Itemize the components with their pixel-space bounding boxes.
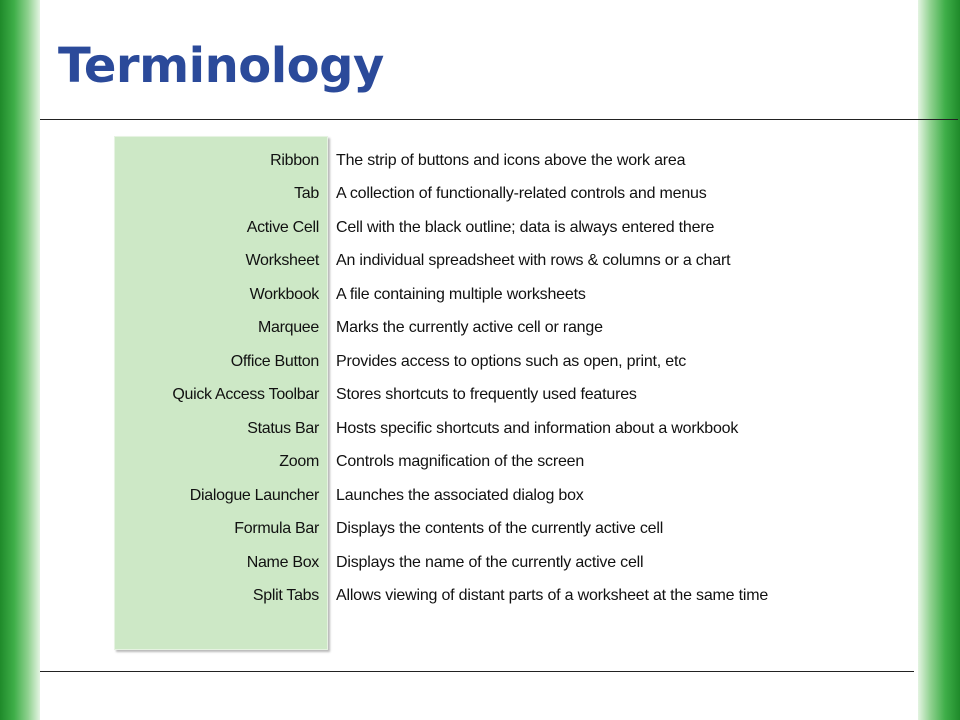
bottom-divider — [40, 671, 914, 672]
term-definition: Controls magnification of the screen — [336, 453, 585, 471]
term-label: Zoom — [279, 453, 319, 471]
term-definition: Marks the currently active cell or range — [336, 319, 603, 337]
term-label: Dialogue Launcher — [189, 486, 319, 504]
page-title: Terminology — [58, 38, 384, 94]
term-row-formula-bar — [114, 513, 874, 547]
term-definition: Displays the contents of the currently active cell — [336, 520, 664, 538]
term-definition: A file containing multiple worksheets — [336, 285, 586, 303]
term-definition: Cell with the black outline; data is always entered there — [336, 218, 715, 236]
left-green-bar — [0, 0, 40, 720]
term-definition: Provides access to options such as open, print, etc — [336, 352, 686, 370]
term-definition: The strip of buttons and icons above the work area — [336, 151, 686, 169]
term-row-zoom — [114, 446, 874, 480]
term-label: Office Button — [230, 352, 319, 370]
term-label: Marquee — [257, 319, 319, 337]
term-row-split-tabs — [114, 580, 874, 614]
term-row-worksheet — [114, 245, 874, 279]
term-row-office-button — [114, 345, 874, 379]
term-definition: A collection of functionally-related controls and menus — [336, 185, 707, 203]
term-label: Quick Access Toolbar — [172, 386, 319, 404]
term-row-status-bar — [114, 412, 874, 446]
term-definition: Launches the associated dialog box — [336, 486, 584, 504]
term-row-name-box — [114, 546, 874, 580]
term-definition: Stores shortcuts to frequently used features — [336, 386, 637, 404]
term-row-dialogue-launcher — [114, 479, 874, 513]
title-divider — [40, 119, 958, 120]
term-row-workbook — [114, 278, 874, 312]
term-row-quick-access-toolbar — [114, 379, 874, 413]
term-definition: An individual spreadsheet with rows & columns or a chart — [336, 252, 731, 270]
term-label: Active Cell — [246, 218, 319, 236]
term-label: Tab — [294, 185, 319, 203]
term-definition: Allows viewing of distant parts of a worksheet at the same time — [336, 587, 769, 605]
term-row-marquee — [114, 312, 874, 346]
term-label: Name Box — [246, 553, 319, 571]
term-label: Formula Bar — [234, 520, 319, 538]
term-label: Workbook — [249, 285, 319, 303]
term-definition: Displays the name of the currently active cell — [336, 553, 644, 571]
term-row-tab — [114, 178, 874, 212]
term-row-active-cell — [114, 211, 874, 245]
term-label: Ribbon — [270, 151, 319, 169]
terminology-table — [114, 144, 874, 613]
term-row-ribbon — [114, 144, 874, 178]
term-label: Worksheet — [245, 252, 319, 270]
term-label: Split Tabs — [252, 587, 319, 605]
term-definition: Hosts specific shortcuts and information about a workbook — [336, 419, 739, 437]
right-green-bar — [918, 0, 960, 720]
term-label: Status Bar — [247, 419, 319, 437]
